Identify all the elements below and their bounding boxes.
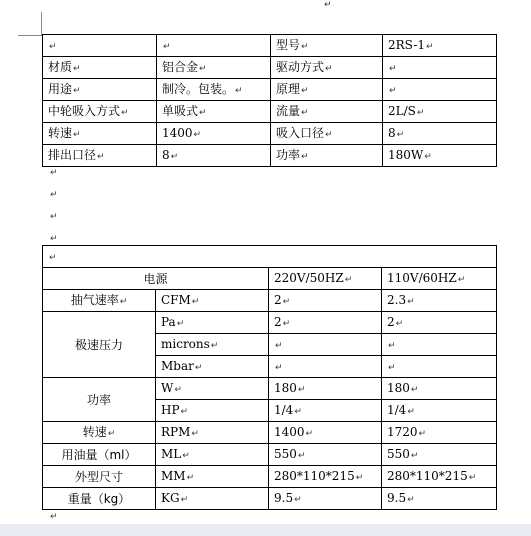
value-cell: ↵ — [269, 356, 382, 378]
paragraph-mark: ↵ — [50, 234, 58, 244]
paragraph-mark: ↵ — [416, 107, 425, 118]
table-row — [43, 246, 497, 268]
value-cell: ↵ — [269, 334, 382, 356]
value-cell: 2↵ — [382, 312, 497, 334]
top-spec-table — [42, 34, 497, 167]
oil-volume-label: 用油量（ml） — [43, 444, 156, 466]
crop-mark-horizontal — [18, 35, 42, 36]
top-spec-table-body — [43, 35, 497, 167]
table-cell — [157, 101, 271, 123]
table-cell — [157, 57, 271, 79]
page-bottom-strip — [0, 524, 531, 536]
cell-text: 中轮吸入方式 — [48, 103, 121, 118]
table-row — [43, 444, 497, 466]
power-supply-label: 电源 — [43, 268, 269, 290]
value-cell: 180↵ — [382, 378, 497, 400]
unit-cell: Pa↵ — [156, 312, 269, 334]
cell-text: 流量 — [276, 103, 301, 118]
table-cell — [43, 79, 157, 101]
cell-text: 180W — [388, 147, 424, 162]
value-cell: 550↵ — [269, 444, 382, 466]
table-cell — [43, 123, 157, 145]
paragraph-mark: ↵ — [199, 107, 207, 118]
table-cell — [157, 79, 271, 101]
electrical-spec-table — [42, 245, 497, 510]
table-row — [43, 57, 497, 79]
table-row — [43, 290, 497, 312]
paragraph-mark: ↵ — [97, 151, 105, 162]
value-cell: 280*110*215↵ — [269, 466, 382, 488]
value-cell: 550↵ — [382, 444, 497, 466]
paragraph-mark: ↵ — [50, 190, 58, 200]
voltage-110-cell: 110V/60HZ↵ — [382, 268, 497, 290]
value-cell: 1/4↵ — [269, 400, 382, 422]
cell-text: 制冷。包装。 — [162, 81, 235, 96]
unit-cell: CFM↵ — [156, 290, 269, 312]
table-cell: ↵ — [43, 246, 497, 268]
table-cell — [271, 123, 383, 145]
paragraph-mark: ↵ — [73, 63, 81, 74]
value-cell: 1400↵ — [269, 422, 382, 444]
cell-text: 1400 — [162, 125, 193, 140]
table-row — [43, 79, 497, 101]
ultimate-pressure-label: 极速压力 — [43, 312, 156, 378]
table-row — [43, 268, 497, 290]
table-row — [43, 101, 497, 123]
paragraph-mark: ↵ — [325, 63, 333, 74]
weight-label: 重量（kg） — [43, 488, 156, 510]
table-cell — [383, 123, 497, 145]
table-cell — [43, 101, 157, 123]
paragraph-mark: ↵ — [50, 168, 58, 178]
table-row — [43, 123, 497, 145]
table-cell — [271, 79, 383, 101]
pumping-speed-label: 抽气速率↵ — [43, 290, 156, 312]
table-cell — [43, 57, 157, 79]
table-cell — [271, 35, 383, 57]
paragraph-mark: ↵ — [325, 129, 333, 140]
value-cell: 180↵ — [269, 378, 382, 400]
cell-text: 驱动方式 — [276, 59, 325, 74]
unit-cell: MM↵ — [156, 466, 269, 488]
value-cell: 2.3↵ — [382, 290, 497, 312]
paragraph-mark: ↵ — [396, 129, 405, 140]
table-cell — [271, 57, 383, 79]
rotation-speed-label: 转速↵ — [43, 422, 156, 444]
value-cell: ↵ — [382, 334, 497, 356]
value-cell: 9.5↵ — [269, 488, 382, 510]
unit-cell: RPM↵ — [156, 422, 269, 444]
cell-text: 材质 — [48, 59, 73, 74]
paragraph-mark: ↵ — [73, 129, 81, 140]
cell-text: 用途 — [48, 81, 73, 96]
power-label: 功率 — [43, 378, 156, 422]
cell-text: 功率 — [276, 147, 301, 162]
table-cell — [157, 145, 271, 167]
paragraph-mark: ↵ — [49, 41, 57, 52]
table-cell — [157, 35, 271, 57]
value-cell: 2↵ — [269, 312, 382, 334]
paragraph-mark: ↵ — [389, 85, 397, 96]
unit-cell: microns↵ — [156, 334, 269, 356]
cell-text: 原理 — [276, 81, 301, 96]
paragraph-mark: ↵ — [170, 151, 179, 162]
paragraph-mark: ↵ — [73, 85, 81, 96]
paragraph-mark: ↵ — [389, 63, 397, 74]
table-cell — [383, 101, 497, 123]
paragraph-mark: ↵ — [301, 41, 309, 52]
cell-text: 转速 — [48, 125, 73, 140]
table-cell — [43, 35, 157, 57]
value-cell: 280*110*215↵ — [382, 466, 497, 488]
voltage-220-cell: 220V/50HZ↵ — [269, 268, 382, 290]
table-row — [43, 312, 497, 334]
paragraph-mark: ↵ — [235, 85, 243, 96]
cell-text: 排出口径 — [48, 147, 97, 162]
paragraph-mark: ↵ — [193, 129, 202, 140]
paragraph-mark: ↵ — [301, 107, 309, 118]
table-cell — [383, 57, 497, 79]
unit-cell: W↵ — [156, 378, 269, 400]
paragraph-mark: ↵ — [424, 151, 432, 162]
table-row — [43, 145, 497, 167]
value-cell: ↵ — [382, 356, 497, 378]
table-row — [43, 488, 497, 510]
header-paragraph-mark: ↵ — [324, 0, 332, 10]
unit-cell: KG↵ — [156, 488, 269, 510]
cell-text: 型号 — [276, 37, 301, 52]
table-cell — [383, 145, 497, 167]
cell-text: 铝合金 — [162, 59, 199, 74]
paragraph-mark: ↵ — [121, 107, 129, 118]
cell-text: 8 — [388, 125, 396, 140]
value-cell: 2↵ — [269, 290, 382, 312]
cell-text: 吸入口径 — [276, 125, 325, 140]
paragraph-mark: ↵ — [50, 512, 58, 522]
paragraph-mark: ↵ — [163, 41, 171, 52]
value-cell: 1/4↵ — [382, 400, 497, 422]
unit-cell: HP↵ — [156, 400, 269, 422]
cell-text: 2L/S — [388, 103, 416, 118]
table-cell — [271, 101, 383, 123]
table-row — [43, 422, 497, 444]
table-row — [43, 466, 497, 488]
paragraph-mark: ↵ — [426, 41, 434, 52]
unit-cell: ML↵ — [156, 444, 269, 466]
table-cell — [383, 35, 497, 57]
cell-text: 8 — [162, 147, 170, 162]
value-cell: 1720↵ — [382, 422, 497, 444]
paragraph-mark: ↵ — [301, 151, 309, 162]
outer-dimensions-label: 外型尺寸 — [43, 466, 156, 488]
unit-cell: Mbar↵ — [156, 356, 269, 378]
crop-mark-vertical — [41, 12, 42, 36]
table-cell — [271, 145, 383, 167]
table-row — [43, 378, 497, 400]
table-cell — [157, 123, 271, 145]
table-row — [43, 35, 497, 57]
value-cell: 9.5↵ — [382, 488, 497, 510]
paragraph-mark: ↵ — [50, 212, 58, 222]
table-cell — [383, 79, 497, 101]
paragraph-mark: ↵ — [301, 85, 309, 96]
table-cell — [43, 145, 157, 167]
cell-text: 单吸式 — [162, 103, 199, 118]
paragraph-mark: ↵ — [199, 63, 207, 74]
cell-text: 2RS-1 — [388, 37, 426, 52]
